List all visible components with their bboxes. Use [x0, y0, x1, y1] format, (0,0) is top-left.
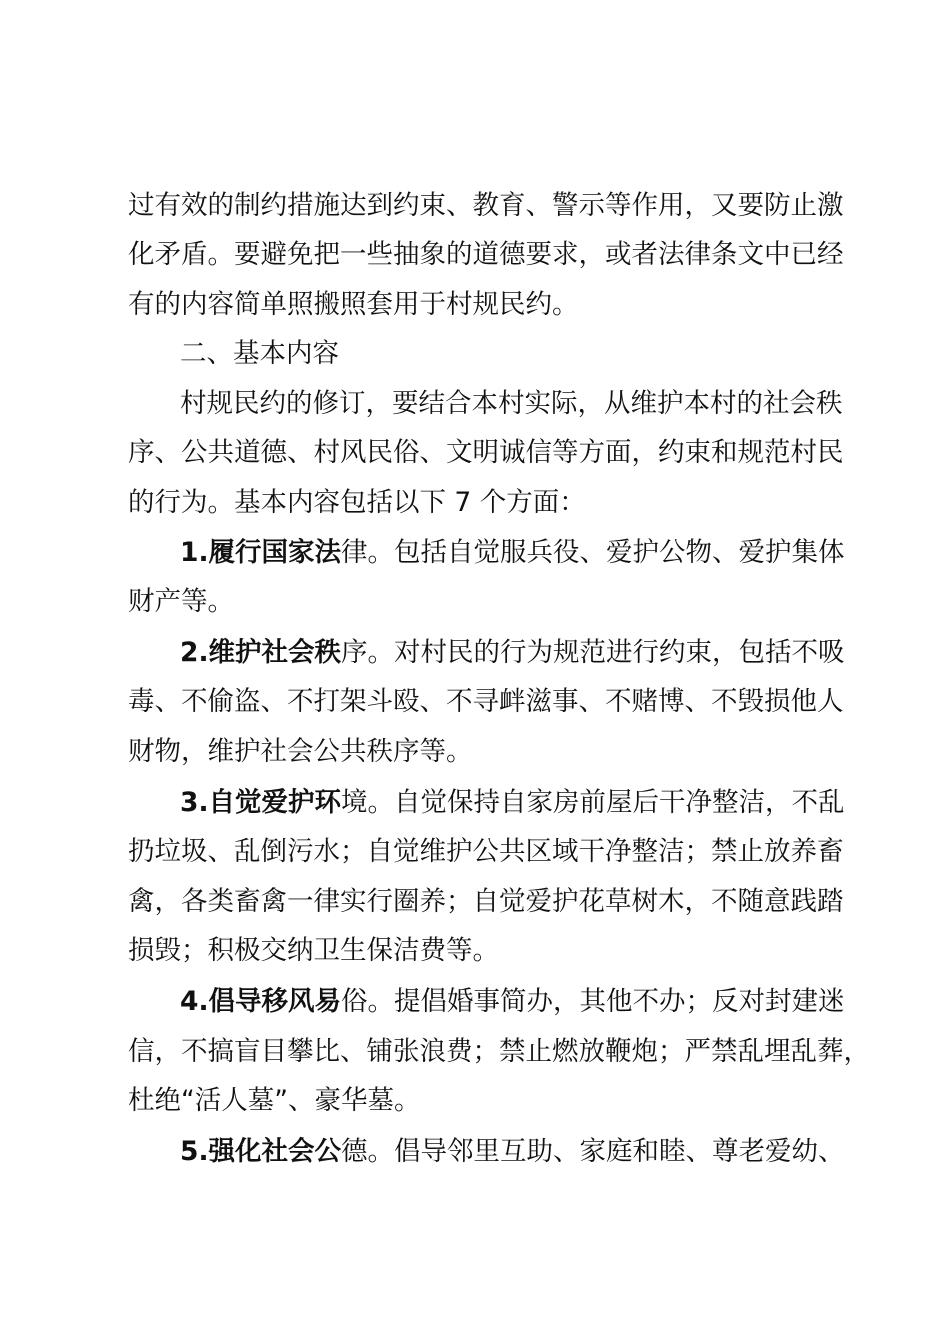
section-heading: 二、基本内容	[180, 338, 339, 369]
list-item-line: 财产等。	[128, 586, 234, 617]
list-item-line: 扔垃圾、乱倒污水；自觉维护公共区域干净整洁；禁止放养畜	[128, 836, 844, 867]
list-item-line: 毒、不偷盗、不打架斗殴、不寻衅滋事、不赌博、不毁损他人	[128, 686, 844, 717]
paragraph-line: 化矛盾。要避免把一些抽象的道德要求，或者法律条文中已经	[128, 239, 844, 270]
paragraph-line: 序、公共道德、村风民俗、文明诚信等方面，约束和规范村民	[128, 437, 844, 468]
list-item-first-line	[180, 786, 845, 820]
item-title: 3.自觉爱护环	[180, 787, 342, 818]
paragraph-line: 的行为。基本内容包括以下 7 个方面：	[128, 487, 586, 518]
list-item-first-line	[180, 985, 845, 1019]
item-text: 律。包括自觉服兵役、爱护公物、爱护集体	[341, 537, 845, 568]
item-title: 2.维护社会秩	[180, 637, 342, 668]
paragraph-line: 过有效的制约措施达到约束、教育、警示等作用，又要防止激	[128, 190, 844, 221]
item-title: 5.强化社会公	[180, 1136, 342, 1167]
item-text: 德。倡导邻里互助、家庭和睦、尊老爱幼、	[341, 1136, 845, 1167]
item-text: 境。自觉保持自家房前屋后干净整洁，不乱	[341, 787, 845, 818]
list-item-line: 财物，维护社会公共秩序等。	[128, 736, 473, 767]
list-item-line: 杜绝“活人墓”、豪华墓。	[128, 1085, 421, 1116]
item-text: 俗。提倡婚事简办，其他不办；反对封建迷	[341, 986, 845, 1017]
list-item-first-line	[180, 536, 845, 570]
item-title: 1.履行国家法	[180, 537, 342, 568]
list-item-line: 禽，各类畜禽一律实行圈养；自觉爱护花草树木，不随意践踏	[128, 886, 844, 917]
item-title: 4.倡导移风易	[180, 986, 342, 1017]
paragraph-line: 有的内容简单照搬照套用于村规民约。	[128, 289, 579, 320]
list-item-line: 损毁；积极交纳卫生保洁费等。	[128, 935, 499, 966]
paragraph-line: 村规民约的修订，要结合本村实际，从维护本村的社会秩	[180, 388, 843, 419]
item-text: 序。对村民的行为规范进行约束，包括不吸	[341, 637, 845, 668]
list-item-first-line	[180, 636, 845, 670]
list-item-first-line	[180, 1135, 845, 1169]
list-item-line: 信，不搞盲目攀比、铺张浪费；禁止燃放鞭炮；严禁乱埋乱葬，	[128, 1036, 870, 1067]
